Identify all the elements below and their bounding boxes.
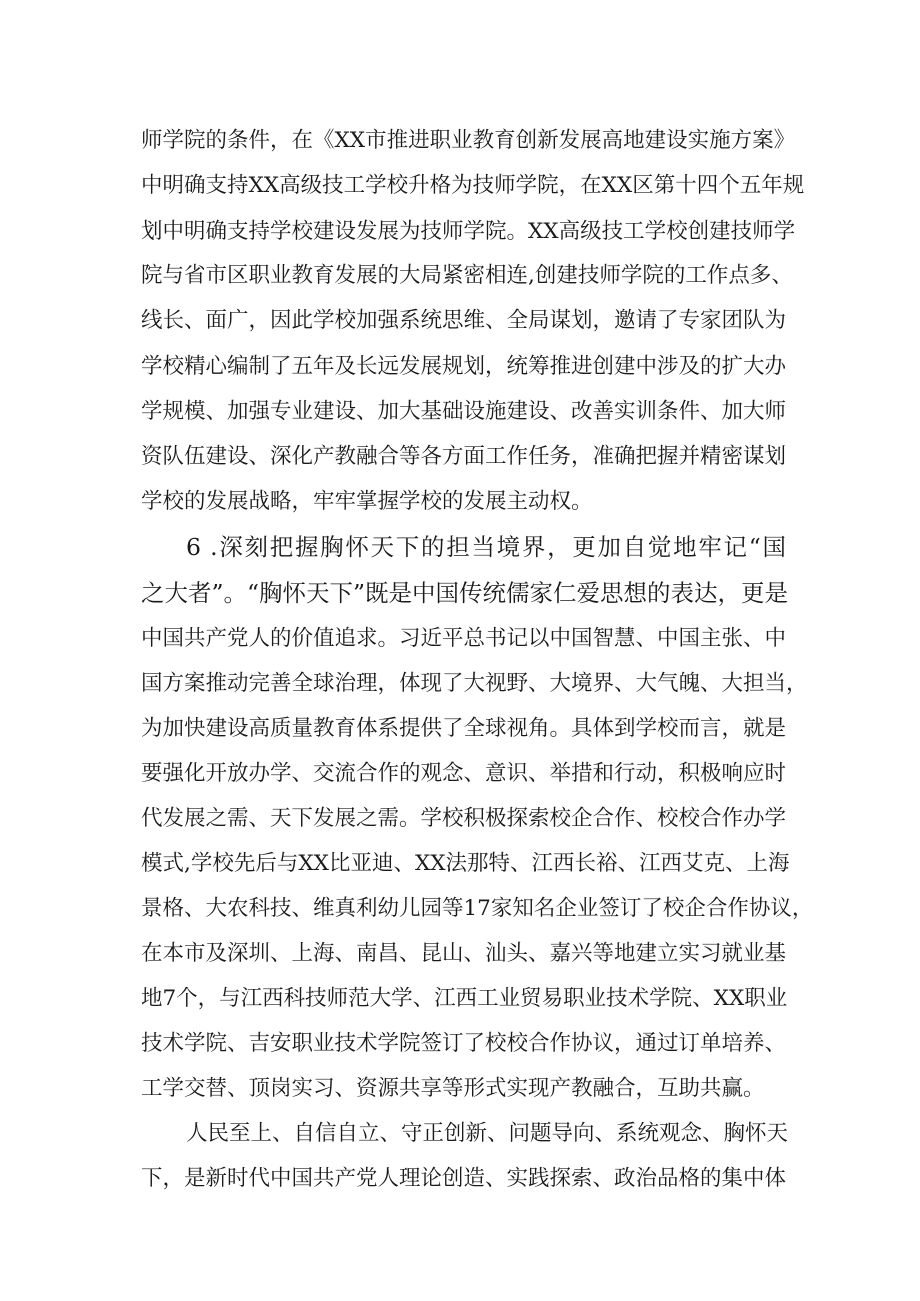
text-line: 学规模、加强专业建设、加大基础设施建设、改善实训条件、加大师 (141, 399, 787, 424)
text-line: 为加快建设高质量教育体系提供了全球视角。具体到学校而言，就是 (141, 716, 787, 741)
text-line: 线长、面广，因此学校加强系统思维、全局谋划，邀请了专家团队为 (141, 308, 787, 333)
text-line: 中明确支持XX高级技工学校升格为技师学院，在XX区第十四个五年规 (141, 173, 805, 198)
text-line: 国方案推动完善全球治理，体现了大视野、大境界、大气魄、大担当， (141, 671, 808, 696)
text-line: 中国共产党人的价值追求。习近平总书记以中国智慧、中国主张、中 (141, 626, 787, 651)
text-line: 代发展之需、天下发展之需。学校积极探索校企合作、校校合作办学 (141, 806, 787, 831)
text-line: 学校精心编制了五年及长远发展规划，统筹推进创建中涉及的扩大办 (141, 354, 787, 379)
text-line: 要强化开放办学、交流合作的观念、意识、举措和行动，积极响应时 (141, 761, 787, 786)
text-line: 划中明确支持学校建设发展为技师学院。XX高级技工学校创建技师学 (141, 219, 796, 244)
text-line: 模式,学校先后与XX比亚迪、XX法那特、江西长裕、江西艾克、上海 (141, 851, 790, 876)
text-line: 技术学院、吉安职业技术学院签订了校校合作协议，通过订单培养、 (141, 1031, 787, 1056)
text-line: 师学院的条件，在《XX市推进职业教育创新发展高地建设实施方案》 (141, 128, 796, 153)
text-line: 下，是新时代中国共产党人理论创造、实践探索、政治品格的集中体 (141, 1166, 787, 1191)
section-heading-line: 之大者”。“胸怀天下”既是中国传统儒家仁爱思想的表达，更是 (141, 579, 789, 607)
section-heading-line: 6 .深刻把握胸怀天下的担当境界，更加自觉地牢记“国 (186, 533, 786, 561)
text-line: 资队伍建设、深化产教融合等各方面工作任务，准确把握并精密谋划 (141, 444, 787, 469)
text-line: 工学交替、顶岗实习、资源共享等形式实现产教融合，互助共赢。 (141, 1076, 765, 1101)
text-line: 在本市及深圳、上海、南昌、昆山、汕头、嘉兴等地建立实习就业基 (141, 941, 787, 966)
text-line: 人民至上、自信自立、守正创新、问题导向、系统观念、胸怀天 (186, 1121, 789, 1146)
text-line: 景格、大农科技、维真利幼儿园等17家知名企业签订了校企合作协议， (141, 896, 814, 921)
text-line: 学校的发展战略，牢牢掌握学校的发展主动权。 (141, 489, 593, 514)
text-line: 院与省市区职业教育发展的大局紧密相连,创建技师学院的工作点多、 (141, 263, 793, 288)
text-line: 地7个，与江西科技师范大学、江西工业贸易职业技术学院、XX职业 (141, 986, 788, 1011)
